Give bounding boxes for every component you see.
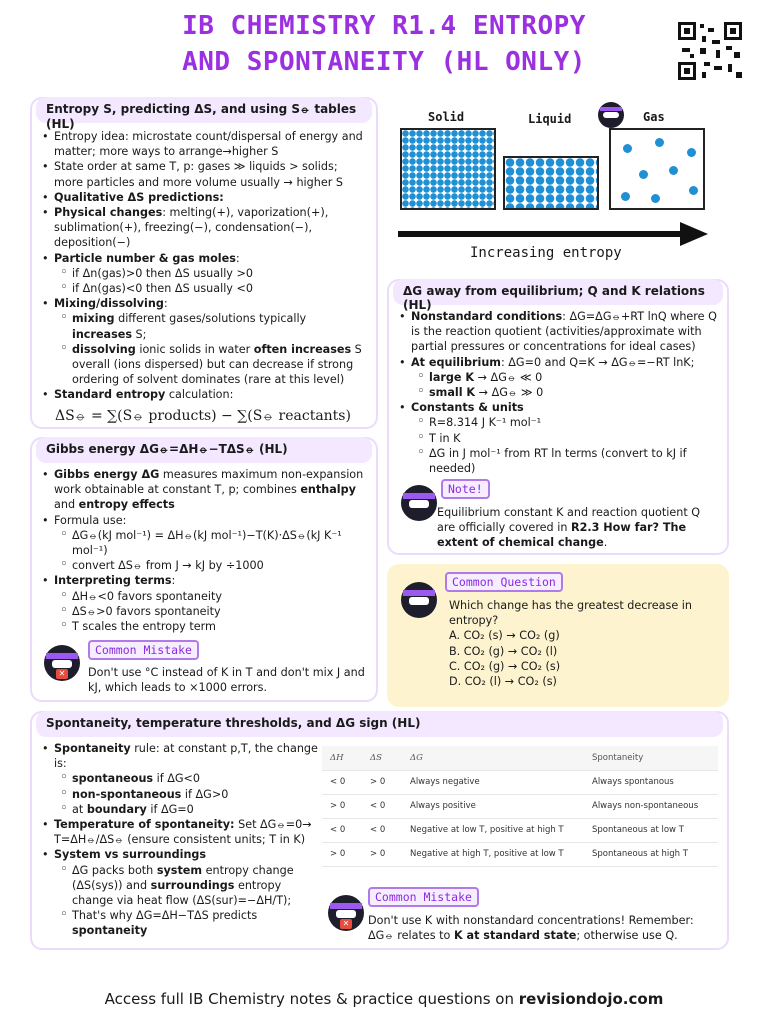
- list-item: • State order at same T, p: gases ≫ liquids > solids; more particles and more volume usually → higher S: [38, 159, 368, 189]
- entropy-formula: ΔS⦵ = ∑(S⦵ products) − ∑(S⦵ reactants): [55, 407, 351, 424]
- list-item: ◦ ΔG packs both system entropy change (ΔS(sys)) and surroundings entropy change via heat flow (ΔS(sur)=−ΔH/T);: [38, 863, 318, 909]
- list-item: ◦ non-spontaneous if ΔG>0: [38, 787, 318, 802]
- answer-option: A. CO₂ (s) → CO₂ (g): [449, 629, 560, 643]
- table-header-row: ΔH ΔS ΔG Spontaneity: [322, 746, 718, 770]
- list-item: • Formula use:: [38, 513, 368, 528]
- equilibrium-section: [387, 279, 729, 555]
- list-item: ◦ mixing different gases/solutions typically increases S;: [38, 311, 368, 341]
- common-mistake-tag: Common Mistake: [88, 640, 199, 660]
- list-item: ◦ ΔG in J mol⁻¹ from RT ln terms (convert to kJ if needed): [395, 446, 719, 476]
- solid-container: [400, 128, 496, 210]
- list-item: • Nonstandard conditions: ΔG=ΔG⦵+RT lnQ where Q is the reaction quotient (activities/approximate with partial pressures or concentrations for ideal cases): [395, 309, 719, 355]
- section-header: Spontaneity, temperature thresholds, and ΔG sign (HL): [36, 711, 723, 737]
- list-item: ◦ small K → ΔG⦵ ≫ 0: [395, 385, 719, 400]
- list-item: ◦ large K → ΔG⦵ ≪ 0: [395, 370, 719, 385]
- answer-option: C. CO₂ (g) → CO₂ (s): [449, 659, 561, 673]
- mistake-text: Don't use °C instead of K in T and don't mix J and kJ, which leads to ×1000 errors.: [88, 666, 365, 695]
- list-item: ◦ if Δn(gas)<0 then ΔS usually <0: [38, 281, 368, 296]
- answer-option: D. CO₂ (l) → CO₂ (s): [449, 675, 557, 689]
- gibbs-section: [30, 437, 378, 702]
- table-row: > 0 < 0 Always positive Always non-spontaneous: [322, 794, 718, 818]
- qr-code: [678, 22, 742, 80]
- list-item: • Qualitative ΔS predictions:: [38, 190, 368, 205]
- list-item: ◦ if Δn(gas)>0 then ΔS usually >0: [38, 266, 368, 281]
- section-header: Gibbs energy ΔG⦵=ΔH⦵−TΔS⦵ (HL): [36, 437, 372, 463]
- list-item: ◦ R=8.314 J K⁻¹ mol⁻¹: [395, 415, 719, 430]
- list-item: • Gibbs energy ΔG measures maximum non-expansion work obtainable at constant T, p; combines enthalpy and entropy effects: [38, 467, 368, 513]
- list-item: ◦ at boundary if ΔG=0: [38, 802, 318, 817]
- list-item: ◦ That's why ΔG=ΔH−TΔS predicts spontaneity: [38, 908, 318, 938]
- list-item: ◦ convert ΔS⦵ from J → kJ by ÷1000: [38, 558, 368, 573]
- gas-container: [609, 128, 705, 210]
- mistake-text: Don't use K with nonstandard concentrations! Remember: ΔG⦵ relates to K at standard state; otherwise use Q.: [368, 914, 694, 943]
- footer-link[interactable]: revisiondojo.com: [518, 990, 664, 1008]
- spontaneity-table: [322, 746, 718, 867]
- entropy-section: [30, 97, 378, 429]
- common-question-tag: Common Question: [445, 572, 563, 592]
- table-row: > 0 > 0 Negative at high T, positive at low T Spontaneous at high T: [322, 842, 718, 866]
- section-header: Entropy S, predicting ΔS, and using S⦵ tables (HL): [36, 97, 372, 123]
- answer-option: B. CO₂ (g) → CO₂ (l): [449, 644, 558, 658]
- gas-label: Gas: [643, 110, 665, 124]
- list-item: ◦ ΔG⦵(kJ mol⁻¹) = ΔH⦵(kJ mol⁻¹)−T(K)·ΔS⦵(kJ K⁻¹ mol⁻¹): [38, 528, 368, 558]
- list-item: ◦ ΔS⦵>0 favors spontaneity: [38, 604, 368, 619]
- note-tag: Note!: [441, 479, 490, 499]
- common-mistake-tag: Common Mistake: [368, 887, 479, 907]
- liquid-container: [503, 156, 599, 210]
- liquid-label: Liquid: [528, 112, 572, 126]
- ninja-mascot-icon: [401, 582, 437, 618]
- ninja-mascot-icon: [401, 485, 437, 521]
- list-item: ◦ T in K: [395, 431, 719, 446]
- ninja-mascot-icon: [598, 102, 624, 128]
- list-item: • Entropy idea: microstate count/dispersal of energy and matter; more ways to arrange→higher S: [38, 129, 368, 159]
- question-text: Which change has the greatest decrease in entropy? A. CO₂ (s) → CO₂ (g) B. CO₂ (g) → CO₂ (l) C. CO₂ (g) → CO₂ (s) D. CO₂ (l) → CO₂ (s): [449, 598, 719, 689]
- ninja-mascot-icon: ✕: [44, 645, 80, 681]
- page-title: IB CHEMISTRY R1.4 ENTROPY AND SPONTANEITY (HL ONLY): [182, 11, 586, 77]
- note-text: Equilibrium constant K and reaction quotient Q are officially covered in R2.3 How far? The extent of chemical change.: [437, 506, 701, 550]
- list-item: • Physical changes: melting(+), vaporization(+), sublimation(+), freezing(−), condensation(−), deposition(−): [38, 205, 368, 251]
- section-header: ΔG away from equilibrium; Q and K relations (HL): [393, 279, 723, 305]
- list-item: • Interpreting terms:: [38, 573, 368, 588]
- ninja-mascot-icon: ✕: [328, 895, 364, 931]
- list-item: ◦ T scales the entropy term: [38, 619, 368, 634]
- list-item: • Constants & units: [395, 400, 719, 415]
- list-item: • System vs surroundings: [38, 847, 318, 862]
- solid-label: Solid: [428, 110, 465, 124]
- list-item: ◦ dissolving ionic solids in water often increases S overall (ions dispersed) but can decrease if strong ordering of solvent dominates (rare at this level): [38, 342, 368, 388]
- table-row: < 0 < 0 Negative at low T, positive at high T Spontaneous at low T: [322, 818, 718, 842]
- list-item: • At equilibrium: ΔG=0 and Q=K → ΔG⦵=−RT lnK;: [395, 355, 719, 370]
- list-item: • Mixing/dissolving:: [38, 296, 368, 311]
- footer: Access full IB Chemistry notes & practice questions on revisiondojo.com: [104, 990, 664, 1008]
- list-item: • Spontaneity rule: at constant p,T, the change is:: [38, 741, 318, 771]
- table-row: < 0 > 0 Always negative Always spontanous: [322, 770, 718, 794]
- list-item: • Standard entropy calculation:: [38, 387, 368, 402]
- list-item: ◦ spontaneous if ΔG<0: [38, 771, 318, 786]
- common-question-section: [387, 564, 729, 707]
- increasing-entropy-label: Increasing entropy: [470, 245, 622, 261]
- list-item: ◦ ΔH⦵<0 favors spontaneity: [38, 589, 368, 604]
- list-item: • Particle number & gas moles:: [38, 251, 368, 266]
- increasing-entropy-arrow: [398, 222, 708, 246]
- list-item: • Temperature of spontaneity: Set ΔG⦵=0→ T=ΔH⦵/ΔS⦵ (ensure consistent units; T in K): [38, 817, 318, 847]
